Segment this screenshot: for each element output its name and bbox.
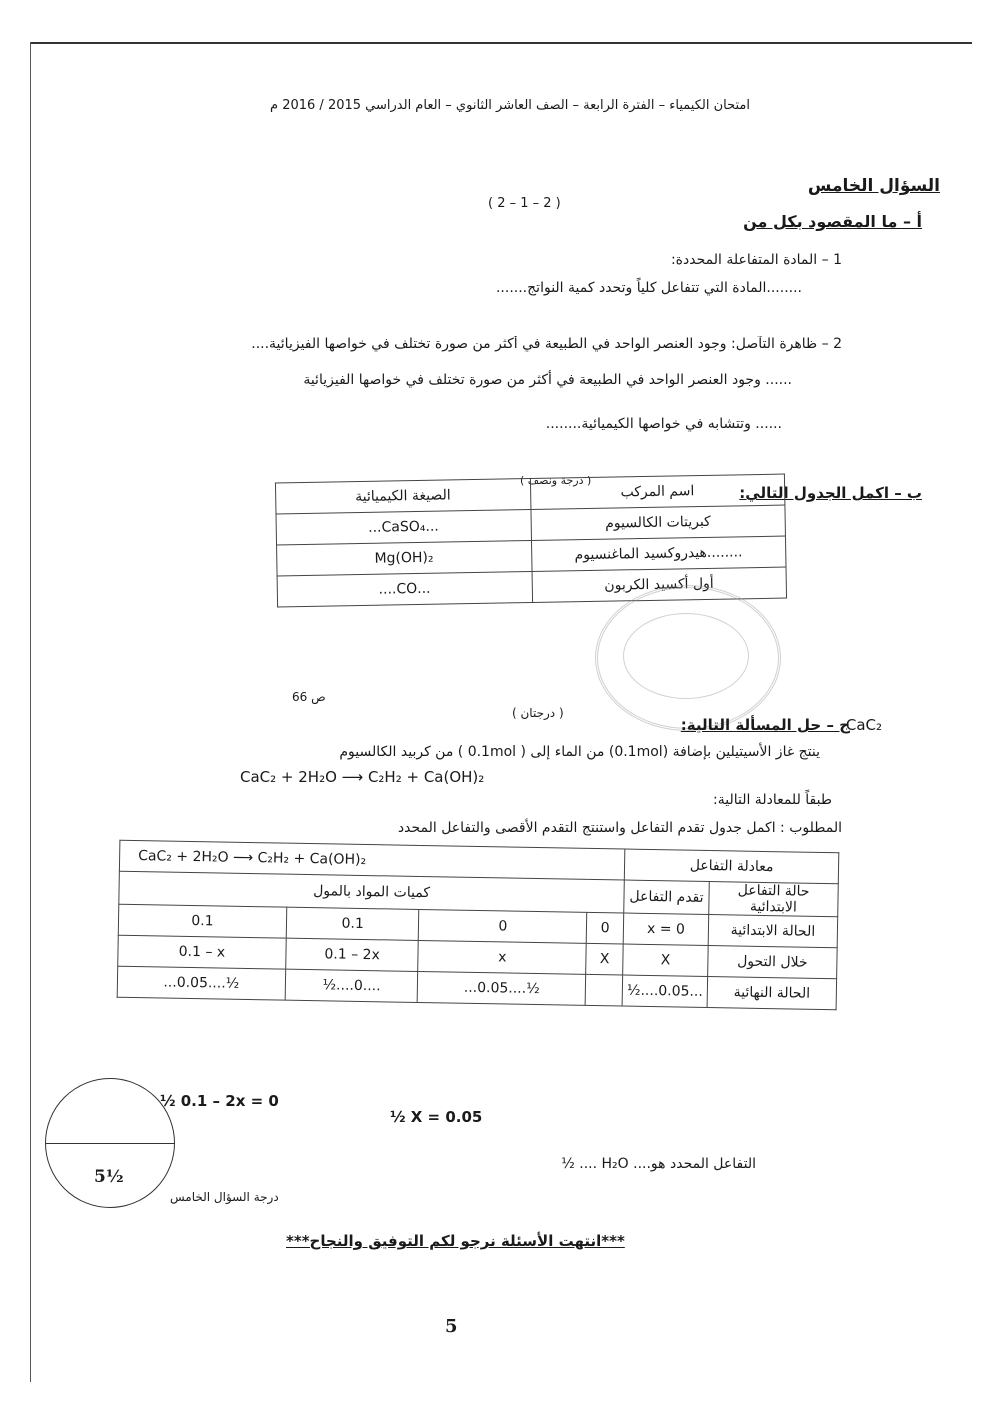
part-b-title: ب – اكمل الجدول التالي:	[739, 484, 922, 502]
compound-formula: ...CO....	[277, 571, 532, 606]
closing-message: ***انتهت الأسئلة نرجو لكم التوفيق والنجاح***	[286, 1232, 625, 1250]
part-c-formula: CaC₂	[845, 716, 882, 734]
part-a-title: أ – ما المقصود بكل من	[743, 212, 922, 231]
part-c-equation: CaC₂ + 2H₂O ⟶ C₂H₂ + Ca(OH)₂	[240, 768, 485, 786]
header-compound-name: اسم المركب	[530, 474, 785, 509]
h2o-amount: 0.1	[286, 907, 419, 940]
part-a-item2-answer-1: ...... وجود العنصر الواحد في الطبيعة في أكثر من صورة تختلف في خواصها الفيزيائية	[303, 372, 792, 388]
score-caption: درجة السؤال الخامس	[170, 1190, 279, 1204]
cac2-amount: 0.1 – x	[118, 935, 286, 969]
header-chemical-formula: الصيغة الكيميائية	[275, 479, 530, 514]
h2o-amount: 0.1 – 2x	[286, 938, 419, 971]
table-equation: CaC₂ + 2H₂O ⟶ C₂H₂ + Ca(OH)₂	[119, 840, 625, 880]
cac2-amount: 0.1	[118, 904, 286, 938]
caoh2-amount	[585, 974, 622, 1006]
page-left-border	[30, 42, 31, 1382]
part-b-marks: ( درجة ونصف )	[520, 474, 592, 487]
progress-value: x = 0	[623, 913, 708, 945]
limiting-reactant: التفاعل المحدد هو.... H₂O .... ½	[561, 1156, 756, 1172]
page-number: 5	[445, 1316, 458, 1337]
part-c-line1: ينتج غاز الأسيتيلين بإضافة (0.1mol) من الماء إلى ( 0.1mol ) من كربيد الكالسيوم	[339, 744, 820, 760]
reaction-progress-table	[117, 840, 840, 1011]
c2h2-amount: 0	[419, 909, 587, 943]
c2h2-amount: ...0.05....½	[418, 971, 586, 1005]
calc-right: ½ X = 0.05	[390, 1108, 483, 1126]
score-divider	[46, 1143, 174, 1144]
equation-label: معادلة التفاعل	[624, 849, 838, 884]
state-name: الحالة النهائية	[707, 977, 837, 1010]
stamp-inner-ring	[623, 613, 749, 699]
state-label: حالة التفاعل الابتدائية	[709, 882, 839, 917]
part-c-marks: ( درجتان )	[512, 706, 564, 720]
cac2-amount: ...0.05....½	[117, 966, 285, 1000]
progress-value: X	[623, 944, 708, 976]
state-name: خلال التحول	[708, 946, 838, 979]
h2o-amount: ½....0....	[285, 969, 418, 1002]
question-title: السؤال الخامس	[807, 176, 940, 196]
page-reference: ص 66	[292, 690, 326, 704]
compound-name: أول أكسيد الكربون	[532, 567, 787, 602]
progress-value: ½....0.05...	[622, 975, 707, 1007]
score-circle	[45, 1078, 175, 1208]
calc-left: ½ 0.1 – 2x = 0	[160, 1092, 279, 1110]
part-a-item2-label: 2 – ظاهرة التآصل: وجود العنصر الواحد في الطبيعة في أكثر من صورة تختلف في خواصها الفيزيائية....	[251, 336, 842, 352]
c2h2-amount: x	[418, 940, 586, 974]
amounts-label: كميات المواد بالمول	[119, 871, 625, 913]
caoh2-amount: X	[586, 943, 623, 975]
official-stamp	[595, 585, 781, 731]
progress-label: تقدم التفاعل	[624, 880, 709, 914]
compound-formula: ...CaSO₄...	[276, 510, 531, 545]
part-c-title: ج – حل المسألة التالية:	[680, 716, 850, 734]
exam-header: امتحان الكيمياء – الفترة الرابعة – الصف العاشر الثانوي – العام الدراسي 2015 / 2016 م	[270, 98, 750, 113]
caoh2-amount: 0	[587, 912, 624, 944]
part-a-item1-label: 1 – المادة المتفاعلة المحددة:	[670, 252, 842, 268]
part-c-line3: المطلوب : اكمل جدول تقدم التفاعل واستنتج التقدم الأقصى والتفاعل المحدد	[397, 820, 842, 836]
state-name: الحالة الابتدائية	[708, 915, 838, 948]
part-a-item2-answer-2: ...... وتتشابه في خواصها الكيميائية........	[545, 416, 782, 432]
score-value: 5½	[94, 1167, 124, 1187]
part-c-line2: طبقاً للمعادلة التالية:	[713, 792, 832, 808]
page-top-border	[30, 42, 972, 44]
part-a-item1-answer: ........المادة التي تتفاعل كلياً وتحدد كمية النواتج.......	[495, 280, 802, 296]
compound-formula: Mg(OH)₂	[277, 541, 532, 576]
compound-name: كبريتات الكالسيوم	[530, 505, 785, 540]
compound-name: ........هيدروكسيد الماغنسيوم	[531, 536, 786, 571]
marks-distribution: ( 2 – 1 – 2 )	[488, 196, 561, 211]
